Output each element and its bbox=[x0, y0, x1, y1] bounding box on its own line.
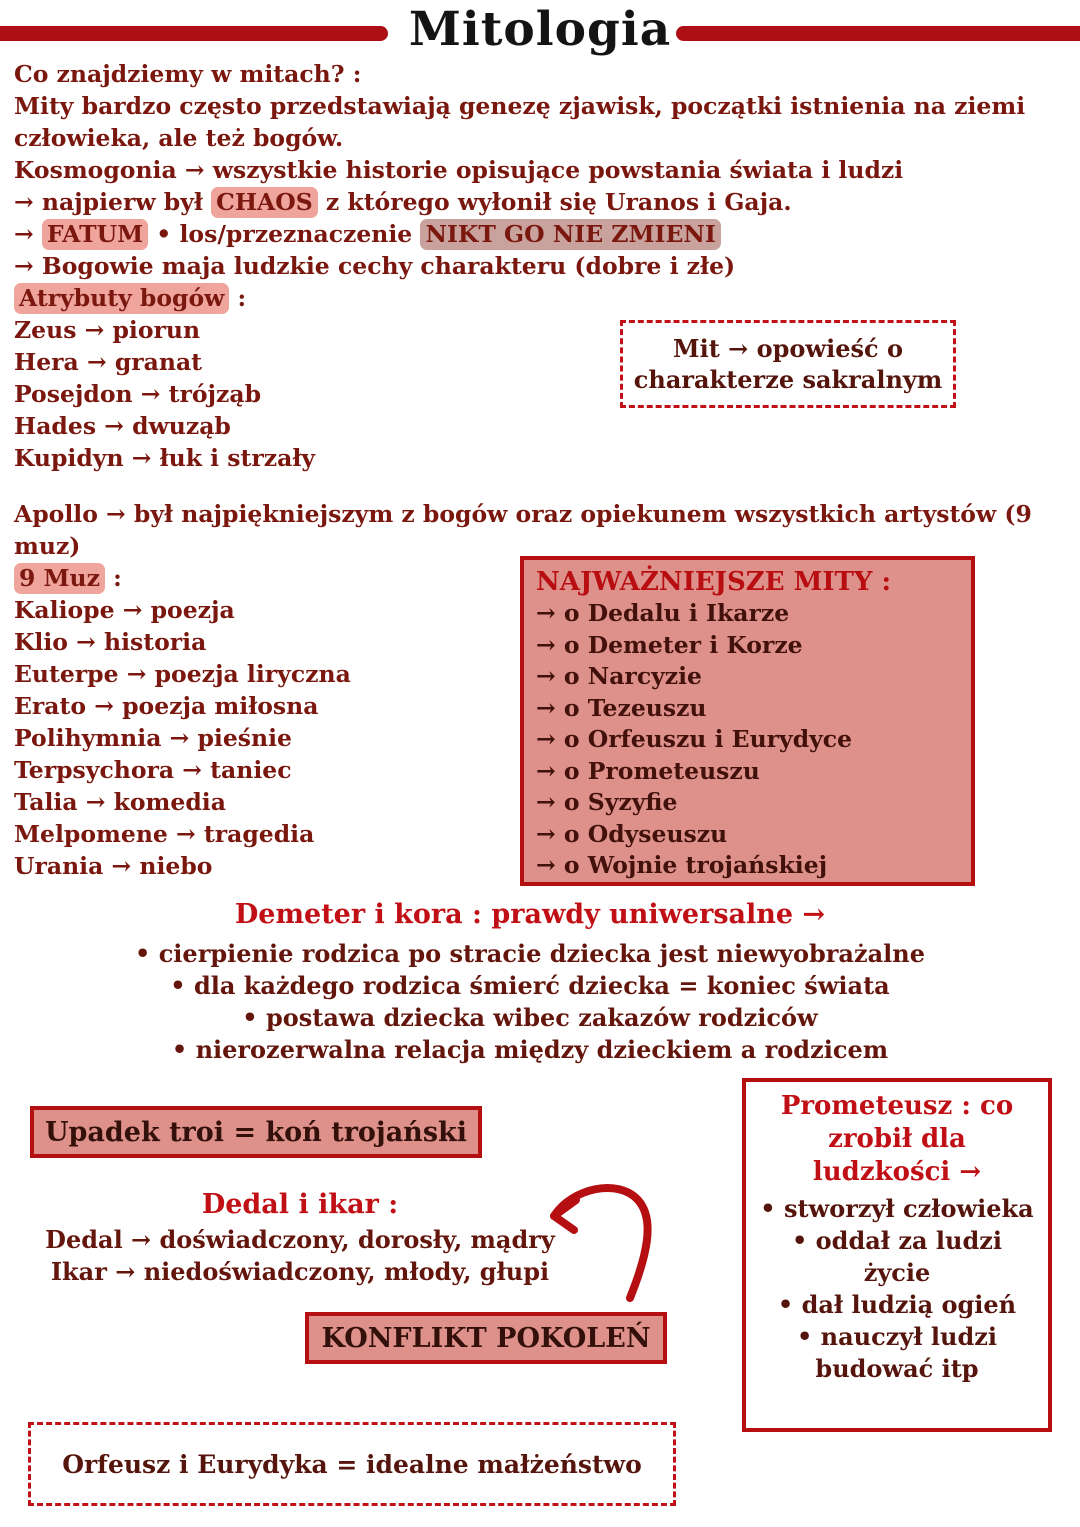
atrybut-item: Hades → dwuząb bbox=[14, 412, 231, 440]
demeter-bullet: • nierozerwalna relacja między dzieckiem a rodzicem bbox=[171, 1035, 889, 1064]
muzy-suffix: : bbox=[104, 564, 122, 592]
muza-item: Terpsychora → taniec bbox=[14, 756, 292, 784]
mit-item: → o Wojnie trojańskiej bbox=[536, 851, 828, 879]
intro-line: człowieka, ale też bogów. bbox=[14, 124, 344, 152]
mit-item: → o Demeter i Korze bbox=[536, 630, 803, 659]
muza-item: Talia → komedia bbox=[14, 788, 226, 816]
kosmogonia-line: Kosmogonia → wszystkie historie opisujące powstania świata i ludzi bbox=[14, 156, 904, 184]
mit-item: → o Syzyfie bbox=[536, 788, 678, 816]
dedal-section bbox=[10, 1188, 590, 1288]
fatum-arrow: → bbox=[14, 220, 42, 248]
atrybuty-suffix: : bbox=[229, 284, 247, 312]
fatum-highlight: FATUM bbox=[42, 219, 148, 250]
fatum-highlight-muted: NIKT GO NIE ZMIENI bbox=[420, 219, 720, 250]
muza-item: Euterpe → poezja liryczna bbox=[14, 660, 351, 688]
chaos-post: z którego wyłonił się Uranos i Gaja. bbox=[317, 188, 792, 216]
mit-item: → o Tezeuszu bbox=[536, 693, 707, 722]
chaos-highlight: CHAOS bbox=[211, 187, 318, 218]
spacer bbox=[14, 474, 1032, 498]
najwazniejsze-list bbox=[536, 598, 959, 882]
konflikt-pokolen-label: KONFLIKT POKOLEŃ bbox=[321, 1322, 651, 1354]
atrybut-item: Hera → granat bbox=[14, 348, 203, 376]
demeter-bullet: • cierpienie rodzica po stracie dziecka jest niewyobrażalne bbox=[135, 939, 925, 968]
ikar-line: Ikar → niedoświadczony, młody, głupi bbox=[50, 1257, 550, 1286]
demeter-heading: Demeter i kora : prawdy uniwersalne → bbox=[234, 899, 826, 930]
prometeusz-bullet-list bbox=[756, 1193, 1038, 1385]
curved-arrow-icon bbox=[540, 1176, 662, 1308]
prometeusz-bullet: • nauczył ludzi budować itp bbox=[796, 1322, 997, 1383]
fatum-mid: • los/przeznaczenie bbox=[148, 220, 421, 248]
muzy-highlight: 9 Muz bbox=[14, 563, 105, 594]
bogowie-line: → Bogowie maja ludzkie cechy charakteru (dobre i złe) bbox=[14, 252, 736, 280]
mit-item: → o Orfeuszu i Eurydyce bbox=[536, 725, 853, 753]
intro-line: Mity bardzo często przedstawiają genezę zjawisk, początki istnienia na ziemi bbox=[14, 92, 1026, 120]
atrybuty-heading bbox=[14, 282, 1032, 314]
upadek-troi-label: Upadek troi = koń trojański bbox=[45, 1116, 467, 1148]
dedal-line: Dedal → doświadczony, dorosły, mądry bbox=[45, 1225, 555, 1254]
atrybuty-highlight: Atrybuty bogów bbox=[14, 283, 229, 314]
page-title: Mitologia bbox=[408, 2, 672, 57]
muza-item: Melpomene → tragedia bbox=[14, 820, 315, 848]
najwazniejsze-heading: NAJWAŻNIEJSZE MITY : bbox=[536, 567, 892, 597]
mit-definition-line: charakterze sakralnym bbox=[633, 365, 943, 394]
atrybut-item: Kupidyn → łuk i strzały bbox=[14, 444, 316, 472]
atrybut-item: Posejdon → trójząb bbox=[14, 380, 262, 408]
mit-item: → o Narcyzie bbox=[536, 662, 703, 690]
prometeusz-box bbox=[742, 1078, 1052, 1432]
section-heading-mity: Co znajdziemy w mitach? : bbox=[14, 60, 362, 88]
mit-item: → o Dedalu i Ikarze bbox=[536, 599, 790, 627]
demeter-bullet: • dla każdego rodzica śmierć dziecka = koniec świata bbox=[170, 971, 890, 1000]
muza-item: Erato → poezja miłosna bbox=[14, 692, 319, 720]
muza-item: Polihymnia → pieśnie bbox=[14, 724, 292, 752]
najwazniejsze-mity-box bbox=[520, 556, 975, 886]
mit-item: → o Prometeuszu bbox=[536, 756, 760, 785]
muza-item: Urania → niebo bbox=[14, 852, 213, 880]
demeter-bullet-list bbox=[0, 938, 1060, 1066]
mit-item: → o Odyseuszu bbox=[536, 819, 728, 848]
apollo-line: muz) bbox=[14, 532, 81, 560]
prometeusz-bullet: • oddał za ludzi życie bbox=[791, 1226, 1003, 1287]
apollo-line: Apollo → był najpiękniejszym z bogów oraz opiekunem wszystkich artystów (9 bbox=[14, 500, 1032, 528]
dedal-heading: Dedal i ikar : bbox=[201, 1189, 399, 1220]
muza-item: Klio → historia bbox=[14, 628, 207, 656]
chaos-pre: → najpierw był bbox=[14, 188, 212, 216]
orfeusz-label: Orfeusz i Eurydyka = idealne małżeństwo bbox=[62, 1449, 642, 1479]
demeter-section bbox=[0, 898, 1060, 1066]
demeter-bullet: • postawa dziecka wibec zakazów rodziców bbox=[242, 1003, 818, 1032]
konflikt-pokolen-box bbox=[305, 1312, 667, 1364]
prometeusz-bullet: • dał ludzią ogień bbox=[777, 1290, 1017, 1319]
atrybut-item: Zeus → piorun bbox=[14, 316, 201, 344]
muza-item: Kaliope → poezja bbox=[14, 596, 235, 624]
prometeusz-bullet: • stworzył człowieka bbox=[760, 1194, 1034, 1223]
chaos-line bbox=[14, 186, 1032, 218]
mit-definition-line: Mit → opowieść o bbox=[673, 334, 903, 363]
prometeusz-heading: Prometeusz : co zrobił dla ludzkości → bbox=[780, 1091, 1014, 1187]
upadek-troi-box bbox=[30, 1106, 482, 1158]
orfeusz-box bbox=[28, 1422, 676, 1506]
fatum-line bbox=[14, 218, 1032, 250]
mit-definition-box bbox=[620, 320, 956, 408]
